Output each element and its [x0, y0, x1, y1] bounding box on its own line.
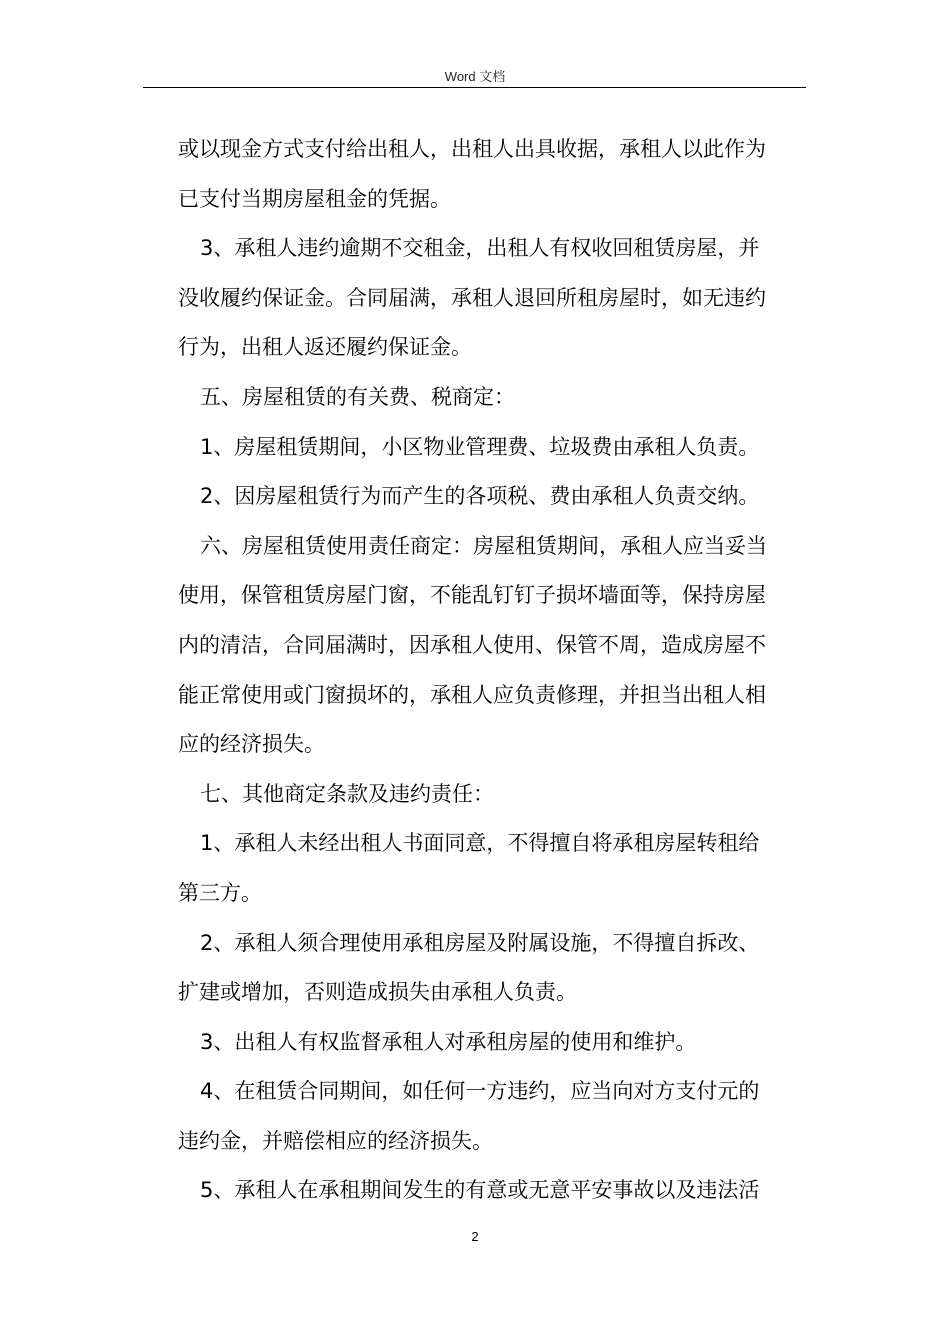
text-line: 3、出租人有权监督承租人对承租房屋的使用和维护。 — [200, 1029, 697, 1054]
text-line: 4、在租赁合同期间，如任何一方违约，应当向对方支付元的 — [200, 1079, 760, 1104]
text-line: 第三方。 — [178, 880, 262, 905]
text-line: 五、房屋租赁的有关费、税商定： — [200, 384, 515, 409]
text-line: 违约金，并赔偿相应的经济损失。 — [178, 1128, 493, 1153]
text-line: 内的清洁，合同届满时，因承租人使用、保管不周，造成房屋不 — [178, 632, 766, 657]
text-line: 2、因房屋租赁行为而产生的各项税、费由承租人负责交纳。 — [200, 484, 760, 509]
text-line: 没收履约保证金。合同届满，承租人退回所租房屋时，如无违约 — [178, 285, 766, 310]
text-line: 行为，出租人返还履约保证金。 — [178, 335, 472, 360]
text-line: 能正常使用或门窗损坏的，承租人应负责修理，并担当出租人相 — [178, 682, 766, 707]
text-line: 七、其他商定条款及违约责任： — [200, 781, 494, 806]
text-line: 3、承租人违约逾期不交租金，出租人有权收回租赁房屋，并 — [200, 236, 760, 261]
text-line: 2、承租人须合理使用承租房屋及附属设施，不得擅自拆改、 — [200, 930, 760, 955]
text-line: 1、承租人未经出租人书面同意，不得擅自将承租房屋转租给 — [200, 831, 760, 856]
document-body — [178, 125, 808, 1216]
page-header: Word 文档 — [444, 69, 506, 84]
text-line: 1、房屋租赁期间，小区物业管理费、垃圾费由承租人负责。 — [200, 434, 760, 459]
text-line: 应的经济损失。 — [178, 732, 325, 757]
text-line: 扩建或增加，否则造成损失由承租人负责。 — [178, 980, 577, 1005]
text-line: 已支付当期房屋租金的凭据。 — [178, 186, 451, 211]
text-line: 5、承租人在承租期间发生的有意或无意平安事故以及违法活 — [200, 1178, 760, 1203]
text-line: 使用，保管租赁房屋门窗，不能乱钉钉子损坏墙面等，保持房屋 — [178, 583, 766, 608]
header-divider — [143, 87, 806, 88]
page-number: 2 — [471, 1229, 479, 1244]
text-line: 或以现金方式支付给出租人，出租人出具收据，承租人以此作为 — [178, 137, 766, 161]
text-line: 六、房屋租赁使用责任商定：房屋租赁期间，承租人应当妥当 — [200, 533, 767, 558]
